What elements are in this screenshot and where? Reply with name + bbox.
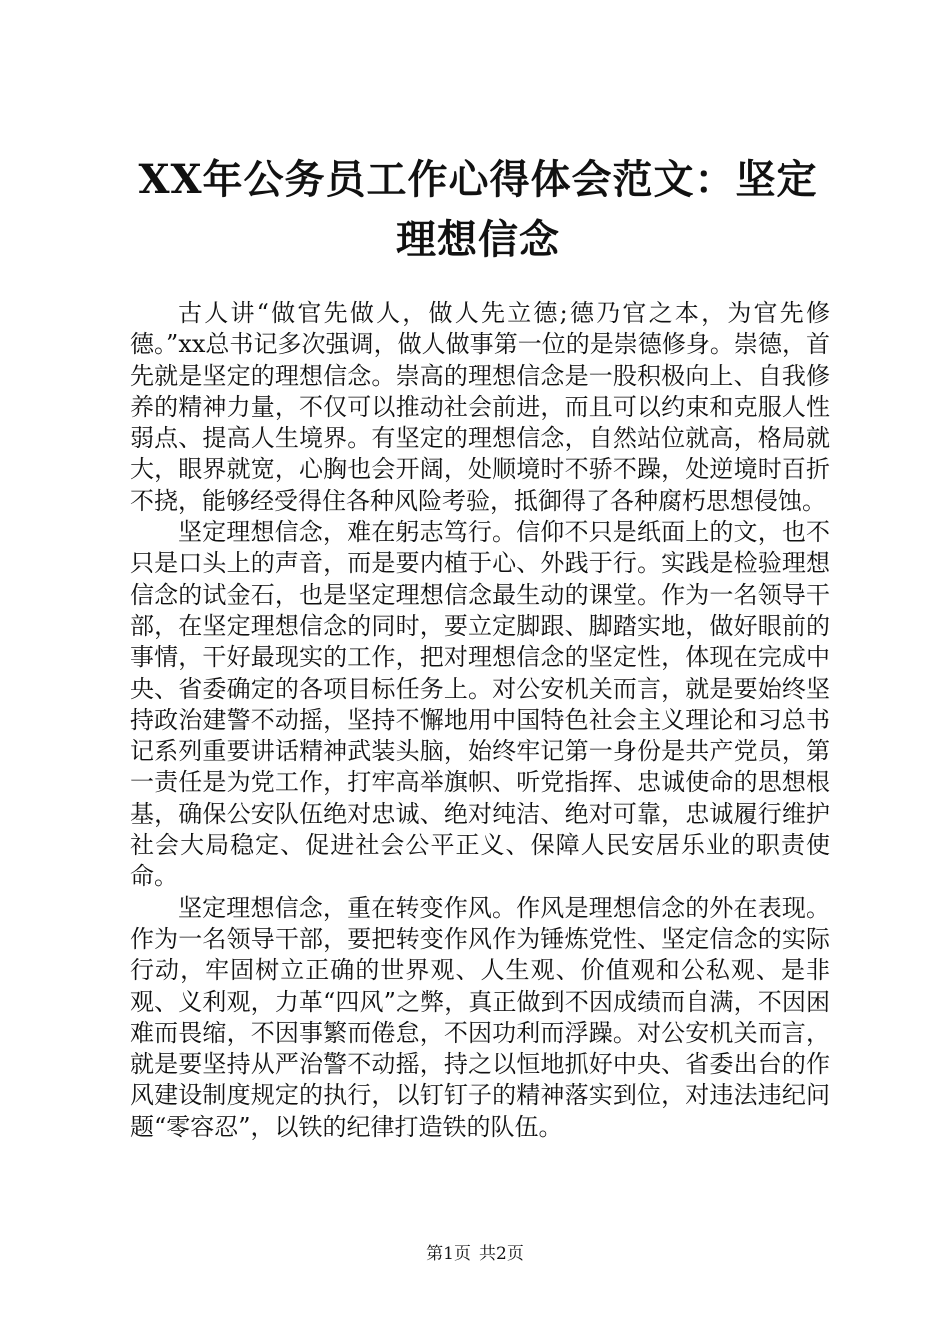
page-number: 第1页 bbox=[426, 1244, 471, 1264]
paragraph-1: 古人讲“做官先做人，做人先立德;德乃官之本，为官先修德。”xx总书记多次强调，做人做事第一位的是崇德修身。崇德，首先就是坚定的理想信念。崇高的理想信念是一股积极向上、自我修养的精神力量，不仅可以推动社会前进，而且可以约束和克服人性弱点、提高人生境界。有坚定的理想信念，自然站位就高，格局就大，眼界就宽，心胸也会开阔，处顺境时不骄不躁，处逆境时百折不挠，能够经受得住各种风险考验，抵御得了各种腐朽思想侵蚀。 bbox=[130, 299, 830, 515]
document-body bbox=[130, 298, 830, 1143]
paragraph-2: 坚定理想信念，难在躬志笃行。信仰不只是纸面上的文，也不只是口头上的声音，而是要内植于心、外践于行。实践是检验理想信念的试金石，也是坚定理想信念最生动的课堂。作为一名领导干部，在坚定理想信念的同时，要立定脚跟、脚踏实地，做好眼前的事情，干好最现实的工作，把对理想信念的坚定性，体现在完成中央、省委确定的各项目标任务上。对公安机关而言，就是要始终坚持政治建警不动摇，坚持不懈地用中国特色社会主义理论和习总书记系列重要讲话精神武装头脑，始终牢记第一身份是共产党员，第一责任是为党工作，打牢高举旗帜、听党指挥、忠诚使命的思想根基，确保公安队伍绝对忠诚、绝对纯洁、绝对可靠，忠诚履行维护社会大局稳定、促进社会公平正义、保障人民安居乐业的职责使命。 bbox=[130, 518, 830, 891]
document-title: XX年公务员工作心得体会范文：坚定理想信念 bbox=[138, 156, 818, 263]
page-footer bbox=[0, 1242, 950, 1266]
page-total: 共2页 bbox=[479, 1244, 524, 1264]
paragraph-3: 坚定理想信念，重在转变作风。作风是理想信念的外在表现。作为一名领导干部，要把转变作风作为锤炼党性、坚定信念的实际行动，牢固树立正确的世界观、人生观、价值观和公私观、是非观、义利观，力革“四风”之弊，真正做到不因成绩而自满，不因困难而畏缩，不因事繁而倦怠，不因功利而浮躁。对公安机关而言，就是要坚持从严治警不动摇，持之以恒地抓好中央、省委出台的作风建设制度规定的执行，以钉钉子的精神落实到位，对违法违纪问题“零容忍”，以铁的纪律打造铁的队伍。 bbox=[130, 893, 830, 1141]
